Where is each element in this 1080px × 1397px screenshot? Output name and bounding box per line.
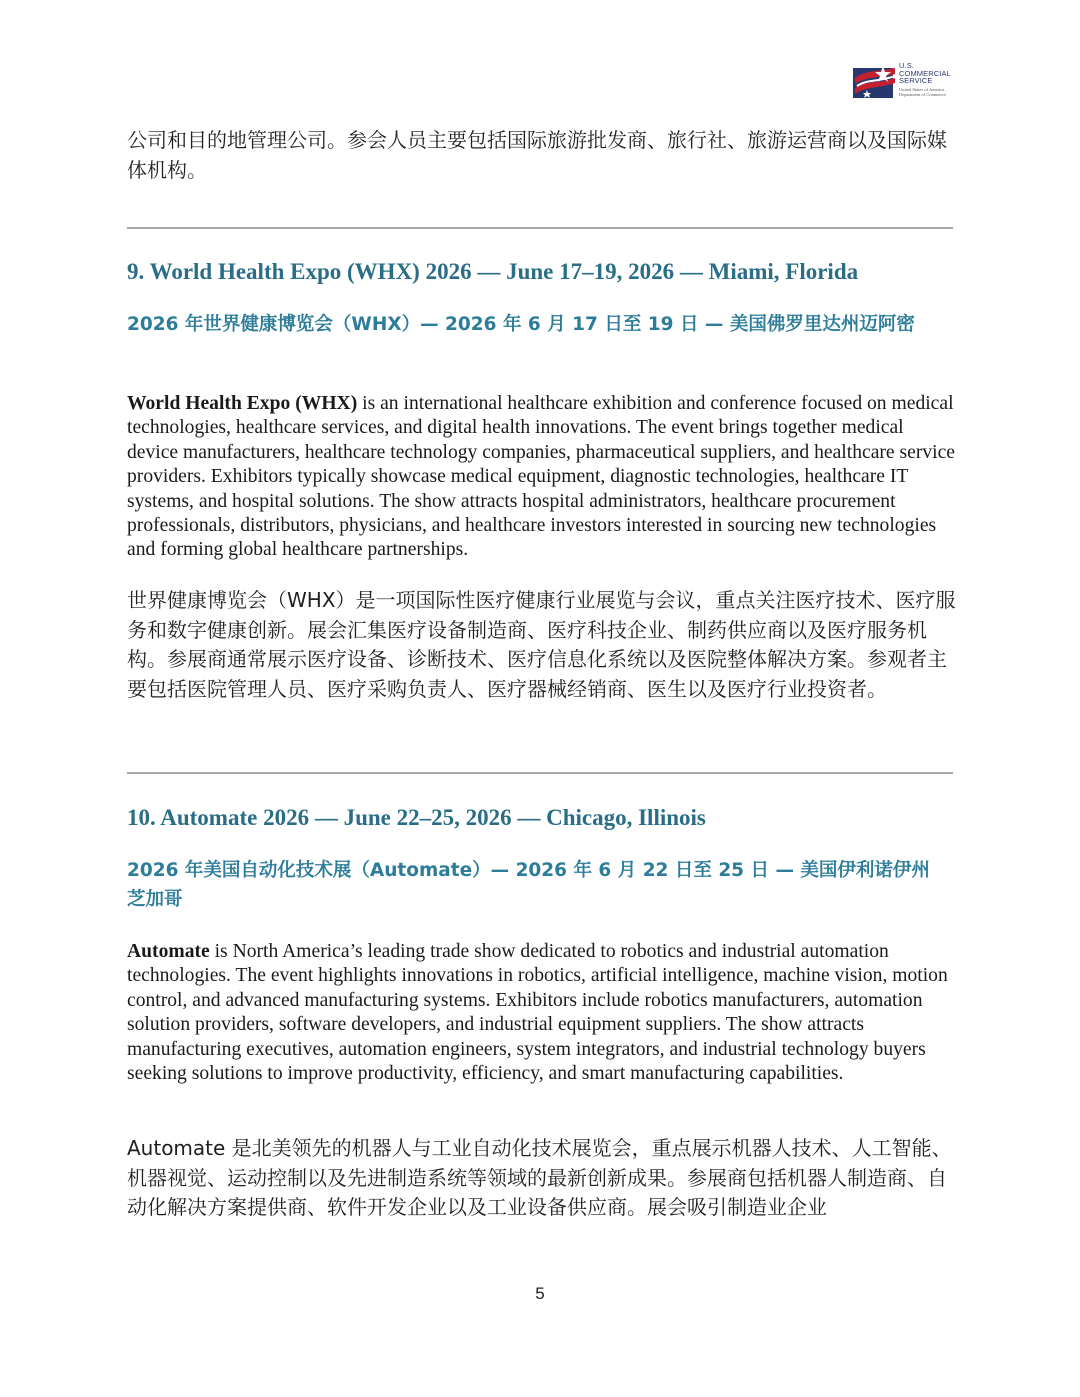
description-body: is an international healthcare exhibition and conference focused on medical technologies, healthcare services, and digital health innovations. The event brings together medical device manufacturers, healthcare technology companies, pharmaceutical suppliers, and healthcare service providers. Exhibitors typically showcase medical equipment, diagnostic technologies, healthcare IT systems, and hospital solutions. The show attracts hospital administrators, healthcare procurement professionals, distributors, physicians, and healthcare investors interested in sourcing new technologies and forming global healthcare partnerships. [127,393,955,561]
section-heading-zh: 2026 年美国自动化技术展（Automate）— 2026 年 6 月 22 日至 25 日 — 美国伊利诺伊州芝加哥 [127,860,930,910]
description-body: is North America’s leading trade show dedicated to robotics and industrial automation technologies. The event highlights innovations in robotics, artificial intelligence, machine vision, motion control, and advanced manufacturing systems. Exhibitors include robotics manufacturers, automation solution providers, software developers, and industrial equipment suppliers. The show attracts manufacturing executives, automation engineers, system integrators, and industrial technology buyers seeking solutions to improve productivity, efficiency, and smart manufacturing capabilities. [127,941,948,1085]
section-heading-en: 10. Automate 2026 — June 22–25, 2026 — Chicago, Illinois [127,805,706,830]
section-heading-zh: 2026 年世界健康博览会（WHX）— 2026 年 6 月 17 日至 19 日 — 美国佛罗里达州迈阿密 [127,314,915,335]
logo-line-3: SERVICE [899,76,933,85]
event-name: Automate [127,941,210,962]
section-heading-en: 9. World Health Expo (WHX) 2026 — June 17–19, 2026 — Miami, Florida [127,259,859,284]
us-commercial-service-logo [853,60,957,106]
intro-continuation-text: 公司和目的地管理公司。参会人员主要包括国际旅游批发商、旅行社、旅游运营商以及国际媒体机构。 [127,128,947,182]
section-description-zh: Automate 是北美领先的机器人与工业自动化技术展览会，重点展示机器人技术、人工智能、机器视觉、运动控制以及先进制造系统等领域的最新创新成果。参展商包括机器人制造商、自动化解决方案提供商、软件开发企业以及工业设备供应商。展会吸引制造业企业 [127,1136,952,1219]
section-divider [127,772,953,774]
section-description-en [127,940,957,1086]
event-name: World Health Expo (WHX) [127,393,358,414]
logo-line-1: U.S. [899,61,914,70]
logo-subtitle: United States of America Department of Commerce [899,87,946,97]
section-description-en [127,392,957,563]
section-divider [127,227,953,229]
page-number: 5 [535,1284,545,1303]
section-description-zh: 世界健康博览会（WHX）是一项国际性医疗健康行业展览与会议，重点关注医疗技术、医疗服务和数字健康创新。展会汇集医疗设备制造商、医疗科技企业、制药供应商以及医疗服务机构。参展商通常展示医疗设备、诊断技术、医疗信息化系统以及医院整体解决方案。参观者主要包括医院管理人员、医疗采购负责人、医疗器械经销商、医生以及医疗行业投资者。 [127,588,956,701]
flag-eagle-icon [853,64,897,102]
logo-wordmark [899,62,951,85]
logo-line-2: COMMERCIAL [899,68,951,78]
